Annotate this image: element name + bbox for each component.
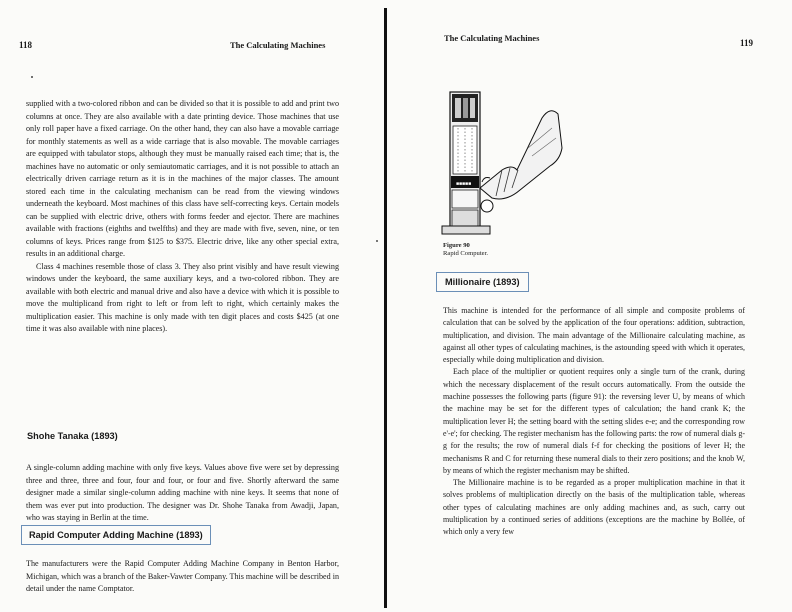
right-paragraph-2: Each place of the multiplier or quotient requires only a single turn of the crank, during which the necessary displacement of the result occurs automatically. From the outside the machine possesses the following parts (figure 91): the reversing lever U, by means of which the machine may be set for the different types of calculation; the hand crank K; the multiplication lever H; the setting board with the setting slides e-e; and the corresponding row e'-e'; for checking. The register mechanism has the following parts: the row of numeral dials g-g for the results; the row of numeral dials f-f for checking the positions of lever H; the mechanisms R and C for returning these numeral dials to their zero positions; and the knob W, by means of which the register mechanism may be shifted. [443,367,745,475]
shohe-body-text [26,462,339,525]
heading-millionaire: Millionaire (1893) [436,272,529,292]
left-paragraph-2: Class 4 machines resemble those of class 3. They also print visibly and have result viewing windows under the keyboard, the same auxiliary keys, and a two-colored ribbon. They are available with both electric and manual drive and also have a device with which it is possible to move the multiplicand from right to left or from left to right, which certainly makes the multiplication easier. This machine is only made with ten digit places and costs $425 (at one time it was also available with nine places). [26,261,339,333]
figure-label: Figure 90 [443,242,470,249]
right-paragraph-1: This machine is intended for the performance of all simple and composite problems of calculation that can be solved by the application of the four operations: addition, subtraction, multiplication, and division. The main advantage of the Millionaire calculating machine, as against all other types of calculating machines, is the astounding speed with which it operates, especially while doing multiplication and division. [443,306,745,365]
rapid-paragraph: The manufacturers were the Rapid Computer Adding Machine Company in Benton Harbor, Michigan, which was a branch of the Baker-Vawter Company. This machine will be described in detail under the name Comptator. [26,559,339,593]
rapid-computer-illustration [432,78,567,238]
right-body-text [443,305,745,539]
page-number-left: 118 [19,40,33,50]
right-page [390,0,792,612]
left-page [0,0,386,612]
running-head-left: The Calculating Machines [230,40,326,50]
figure-caption-text: Rapid Computer. [443,250,489,257]
left-body-text [26,98,339,336]
heading-rapid-computer: Rapid Computer Adding Machine (1893) [21,525,211,545]
page-number-right: 119 [740,38,754,48]
running-head-right: The Calculating Machines [444,33,540,43]
shohe-paragraph: A single-column adding machine with only five keys. Values above five were set by depressing three and three, three and four, four and four, or four and five. Shortly afterward the same designer made a similar single-column adding machine with nine keys. It seems that none of them was ever put into production. The designer was Dr. Shohe Tanaka from Awadji, Japan, who was staying in Berlin at the time. [26,463,339,522]
svg-text:■■■■■: ■■■■■ [456,181,472,187]
right-paragraph-3: The Millionaire machine is to be regarded as a proper multiplication machine in that it solves problems of multiplication directly on the basis of the multiplication table, whereas other types of calculating machines are only adding machines and, as such, carry out multiplication by a continued series of additions (exceptions are the machine by Bollée, of which only a very few [443,478,745,537]
stray-mark [31,76,33,78]
left-paragraph-1: supplied with a two-colored ribbon and can be divided so that it is possible to add and print two columns at once. They are also available with a date printing device. Those machines that use only roll paper have a fixed carriage. On the other hand, they can also have a movable carriage for monthly statements as well as a wide carriage that is also movable. The movable carriages are equipped with tabulator stops, although they must be manually raised each time; that is, the machines have no automatic or only semiautomatic carriages, and it is not possible to attach an electrically driven carriage return as it is in the machines of the major classes. The amount stored each time in the calculating mechanism can be read from the viewing windows underneath the keyboard. Most machines of this class have self-correcting keys. Certain models can be supplied with electric drive, others with forms feeder and ejector. There are machines available with fractions (eighths and twelfths) and they are made with five, seven, nine, or ten columns of keys. Prices range from $125 to $375. Electric drive, like any other special extra, results in an additional charge. [26,99,339,258]
rapid-body-text [26,558,339,596]
figure-caption [443,242,488,258]
heading-shohe-tanaka: Shohe Tanaka (1893) [27,431,118,441]
